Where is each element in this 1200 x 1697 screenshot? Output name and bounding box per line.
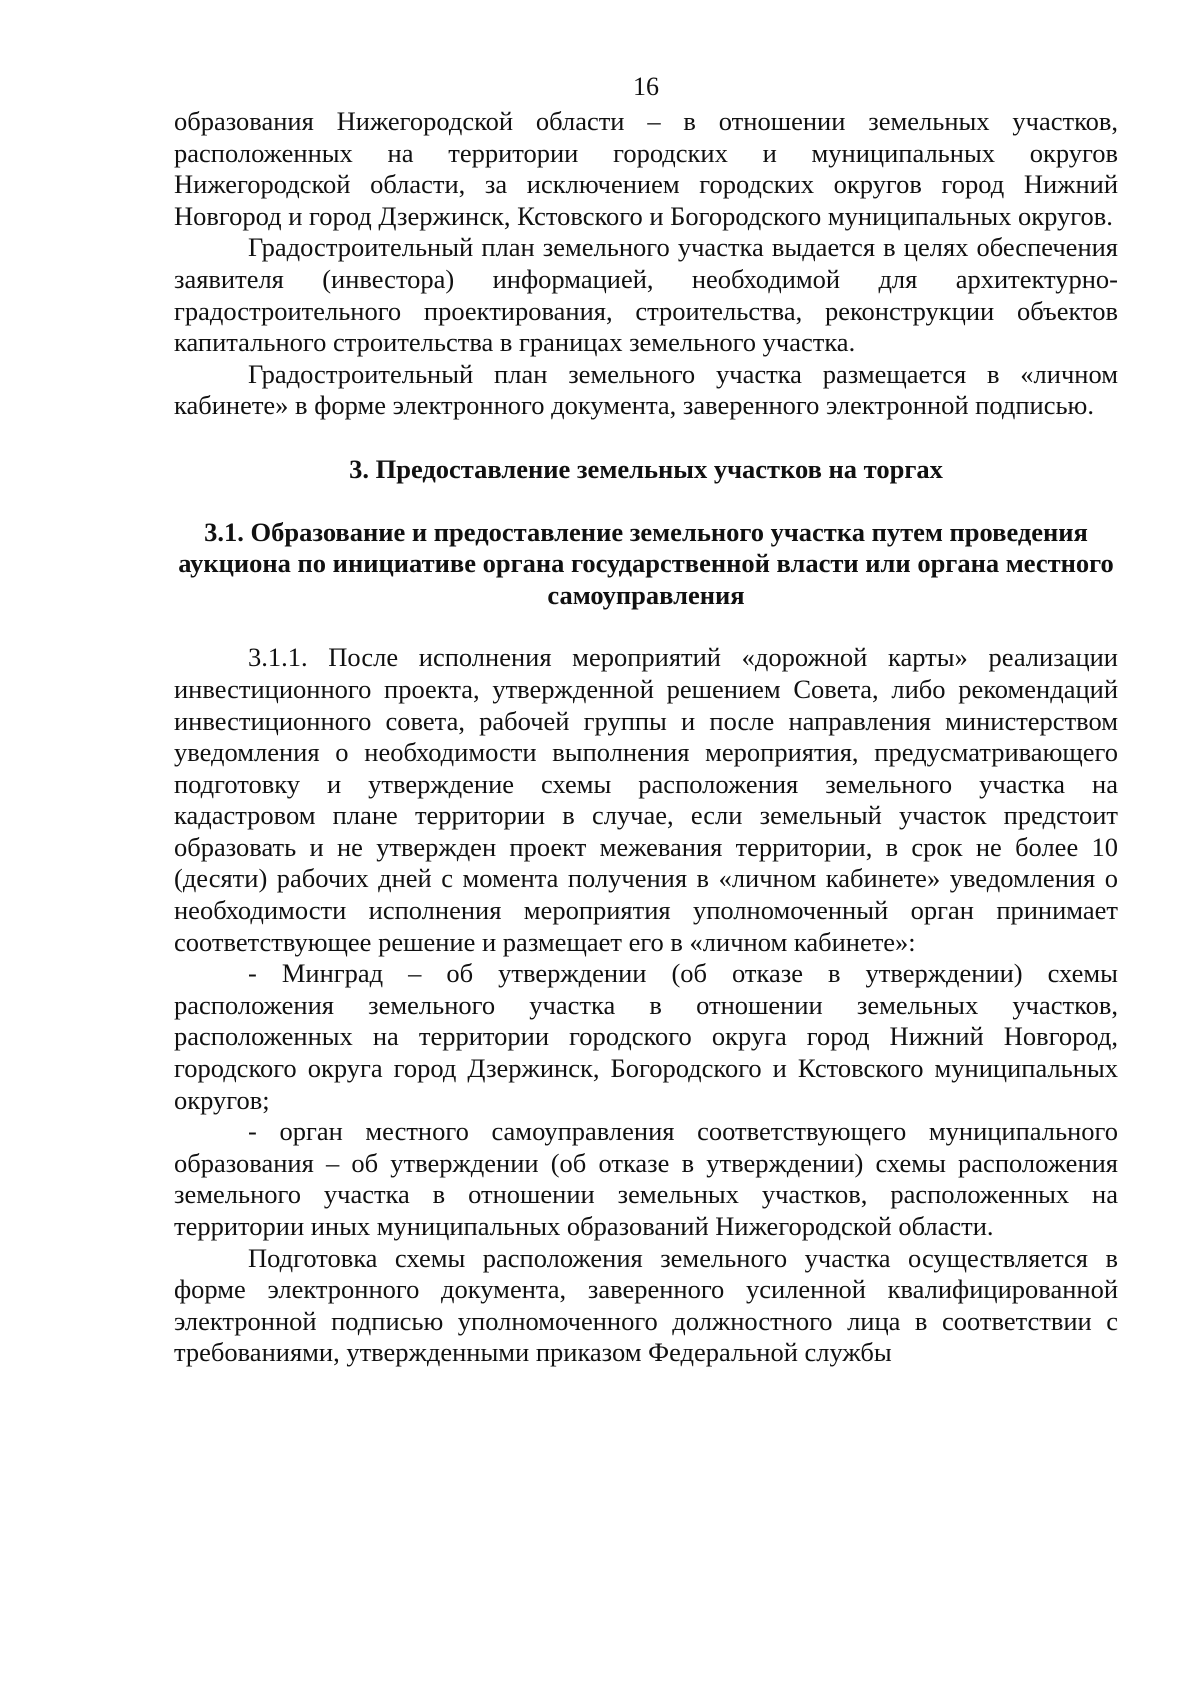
subsection-heading: 3.1. Образование и предоставление земельного участка путем проведения аукциона по инициативе органа государственной власти или органа местного самоуправления: [178, 516, 1114, 610]
paragraph-scheme-preparation: Подготовка схемы расположения земельного участка осуществляется в форме электронного документа, заверенного усиленной квалифицированной электронной подписью уполномоченного должностного лица в соответствии с требованиями, утвержденными приказом Федеральной службы: [174, 1242, 1118, 1368]
list-item-mingrad: - Минград – об утверждении (об отказе в утверждении) схемы расположения земельного участка в отношении земельных участков, расположенных на территории городского округа город Нижний Новгород, городского округа город Дзержинск, Богородского и Кстовского муниципальных округов;: [174, 958, 1118, 1115]
paragraph-gradplan-purpose: Градостроительный план земельного участка выдается в целях обеспечения заявителя (инвестора) информацией, необходимой для архитектурно-градостроительного проектирования, строительства, реконструкции объектов капитального строительства в границах земельного участка.: [174, 232, 1118, 358]
section-heading: 3. Предоставление земельных участков на торгах: [349, 453, 943, 484]
paragraph-continuation: образования Нижегородской области – в отношении земельных участков, расположенных на территории городских и муниципальных округов Нижегородской области, за исключением городских округов город Нижний Новгород и город Дзержинск, Кстовского и Богородского муниципальных округов.: [174, 106, 1118, 231]
paragraph-3-1-1: 3.1.1. После исполнения мероприятий «дорожной карты» реализации инвестиционного проекта, утвержденной решением Совета, либо рекомендаций инвестиционного совета, рабочей группы и после направления министерством уведомления о необходимости выполнения мероприятия, предусматривающего подготовку и утверждение схемы расположения земельного участка на кадастровом плане территории в случае, если земельный участок предстоит образовать и не утвержден проект межевания территории, в срок не более 10 (десяти) рабочих дней с момента получения в «личном кабинете» уведомления о необходимости исполнения мероприятия уполномоченный орган принимает соответствующее решение и размещает его в «личном кабинете»:: [174, 642, 1118, 957]
document-page: [174, 70, 1118, 1369]
page-number: 16: [633, 72, 659, 101]
paragraph-gradplan-placement: Градостроительный план земельного участка размещается в «личном кабинете» в форме электронного документа, заверенного электронной подписью.: [174, 358, 1118, 421]
list-item-local-authority: - орган местного самоуправления соответствующего муниципального образования – об утверждении (об отказе в утверждении) схемы расположения земельного участка в отношении земельных участков, расположенных на территории иных муниципальных образований Нижегородской области.: [174, 1116, 1118, 1241]
